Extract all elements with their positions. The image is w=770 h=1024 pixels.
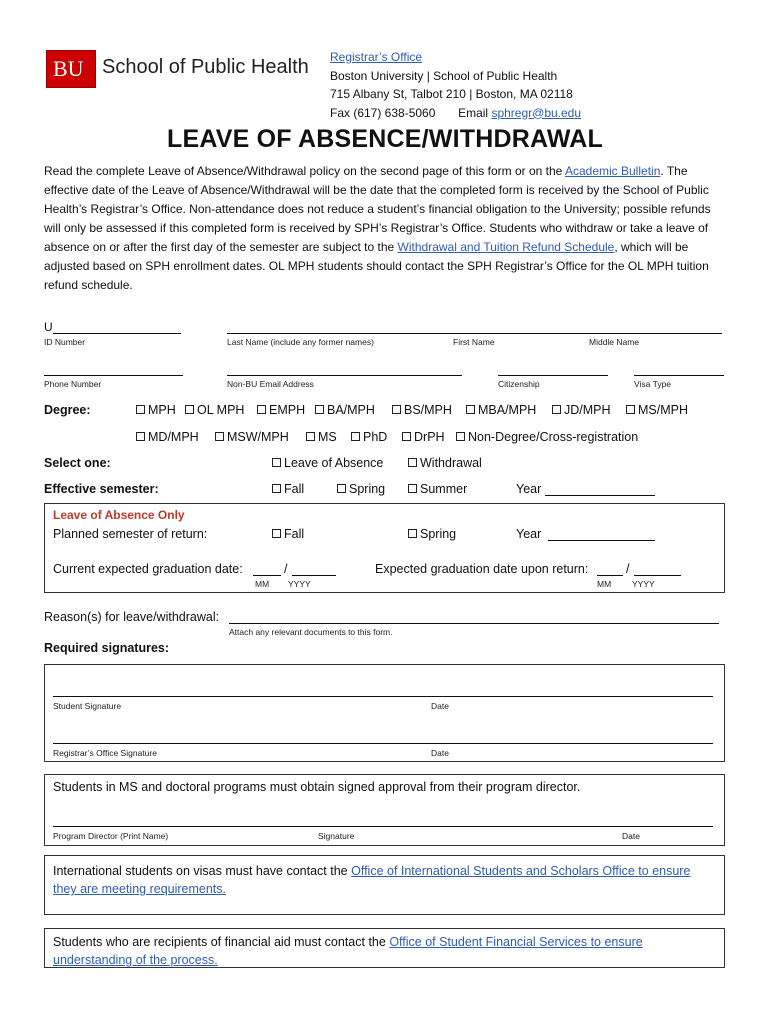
effective-year-field[interactable] xyxy=(545,495,655,496)
degree-option-emph[interactable]: EMPH xyxy=(257,403,305,417)
id-number-field[interactable] xyxy=(53,333,181,334)
current-grad-label: Current expected graduation date: xyxy=(53,562,243,576)
return-year-label: Year xyxy=(516,527,542,541)
degree-option-ol-mph[interactable]: OL MPH xyxy=(185,403,244,417)
email-field[interactable] xyxy=(227,375,462,376)
checkbox-icon xyxy=(392,405,401,414)
registrar-signature-field[interactable] xyxy=(53,743,713,744)
registrar-date-label: Date xyxy=(431,748,449,758)
email-link[interactable]: sphregr@bu.edu xyxy=(491,105,582,120)
option-leave-of-absence[interactable]: Leave of Absence xyxy=(272,456,383,470)
program-director-field[interactable] xyxy=(53,826,713,827)
registrar-signature-label: Registrar’s Office Signature xyxy=(53,748,157,758)
school-name: School of Public Health xyxy=(102,56,309,78)
checkbox-icon xyxy=(408,529,417,538)
checkbox-icon xyxy=(351,432,360,441)
degree-option-ms[interactable]: MS xyxy=(306,430,337,444)
student-signature-field[interactable] xyxy=(53,696,713,697)
checkbox-icon xyxy=(136,405,145,414)
citizenship-label: Citizenship xyxy=(498,379,540,389)
return-year-field[interactable] xyxy=(548,540,655,541)
international-students-text: International students on visas must have contact the Office of International Students and Scholars Office to ensure they are meeting requirements. xyxy=(53,864,691,896)
checkbox-icon xyxy=(626,405,635,414)
degree-option-ms-mph[interactable]: MS/MPH xyxy=(626,403,688,417)
degree-option-non-degree[interactable]: Non-Degree/Cross-registration xyxy=(456,430,638,444)
checkbox-icon xyxy=(456,432,465,441)
checkbox-icon xyxy=(552,405,561,414)
program-signature-label: Signature xyxy=(318,831,355,841)
degree-label: Degree: xyxy=(44,403,91,417)
checkbox-icon xyxy=(408,458,417,467)
checkbox-icon xyxy=(337,484,346,493)
current-grad-month-field[interactable] xyxy=(253,575,281,576)
page-title: LEAVE OF ABSENCE/WITHDRAWAL xyxy=(167,125,603,153)
phone-label: Phone Number xyxy=(44,379,102,389)
financial-services-link[interactable]: Office of Student Financial Services to ensure understanding of the process. xyxy=(53,935,643,967)
degree-option-jd-mph[interactable]: JD/MPH xyxy=(552,403,611,417)
effective-spring[interactable]: Spring xyxy=(337,482,385,496)
current-grad-year-field[interactable] xyxy=(292,575,336,576)
expected-grad-month-field[interactable] xyxy=(597,575,623,576)
effective-summer[interactable]: Summer xyxy=(408,482,467,496)
checkbox-icon xyxy=(408,484,417,493)
degree-option-mba-mph[interactable]: MBA/MPH xyxy=(466,403,536,417)
financial-aid-text: Students who are recipients of financial aid must contact the Office of Student Financial Services to ensure understanding of the process. xyxy=(53,935,643,967)
international-office-link[interactable]: Office of International Students and Scholars Office to ensure they are meeting requirements. xyxy=(53,864,691,896)
email-label: Email xyxy=(458,105,489,120)
option-withdrawal[interactable]: Withdrawal xyxy=(408,456,482,470)
leave-box-heading: Leave of Absence Only xyxy=(53,508,185,522)
expected-grad-year-field[interactable] xyxy=(634,575,681,576)
reasons-note: Attach any relevant documents to this form. xyxy=(229,627,393,637)
degree-option-md-mph[interactable]: MD/MPH xyxy=(136,430,199,444)
address-line-1: Boston University | School of Public Health xyxy=(330,68,558,83)
id-prefix: U xyxy=(44,320,53,334)
checkbox-icon xyxy=(315,405,324,414)
reasons-label: Reason(s) for leave/withdrawal: xyxy=(44,610,220,624)
email-field-label: Non-BU Email Address xyxy=(227,379,314,389)
degree-option-ba-mph[interactable]: BA/MPH xyxy=(315,403,375,417)
id-number-label: ID Number xyxy=(44,337,86,347)
degree-option-msw-mph[interactable]: MSW/MPH xyxy=(215,430,289,444)
checkbox-icon xyxy=(257,405,266,414)
degree-option-drph[interactable]: DrPH xyxy=(402,430,445,444)
checkbox-icon xyxy=(185,405,194,414)
checkbox-icon xyxy=(272,484,281,493)
return-fall[interactable]: Fall xyxy=(272,527,304,541)
checkbox-icon xyxy=(215,432,224,441)
intro-paragraph: Read the complete Leave of Absence/Withdrawal policy on the second page of this form or on the Academic Bulletin. The effective date of the Leave of Absence/Withdrawal will be the date that the completed form is received by the School of Public Health’s Registrar’s Office. Non-attendance does not reduce a student’s financial obligation to the University; possible refunds will only be assessed if this completed form is received by SPH’s Registrar’s Office. Students who withdraw or take a leave of absence on or after the first day of the semester are subject to the Withdrawal and Tuition Refund Schedule, which will be adjusted based on SPH enrollment dates. OL MPH students should contact the SPH Registrar’s Office for the OL MPH tuition refund schedule. xyxy=(44,164,711,292)
effective-semester-label: Effective semester: xyxy=(44,482,159,496)
refund-schedule-link[interactable]: Withdrawal and Tuition Refund Schedule xyxy=(397,240,615,254)
visa-type-label: Visa Type xyxy=(634,379,672,389)
effective-year-label: Year xyxy=(516,482,542,496)
student-date-label: Date xyxy=(431,701,449,711)
first-name-label: First Name xyxy=(453,337,495,347)
address-line-2: 715 Albany St, Talbot 210 | Boston, MA 02118 xyxy=(330,87,573,101)
last-name-label: Last Name (include any former names) xyxy=(227,337,374,347)
reasons-field[interactable] xyxy=(229,623,719,624)
student-signature-label: Student Signature xyxy=(53,701,122,711)
fax-number: Fax (617) 638-5060 xyxy=(330,105,436,120)
checkbox-icon xyxy=(272,529,281,538)
phone-field[interactable] xyxy=(44,375,183,376)
citizenship-field[interactable] xyxy=(498,375,608,376)
registrars-office-link[interactable]: Registrar’s Office xyxy=(330,50,423,64)
checkbox-icon xyxy=(402,432,411,441)
select-one-label: Select one: xyxy=(44,456,111,470)
program-director-label: Program Director (Print Name) xyxy=(53,831,169,841)
name-field[interactable] xyxy=(227,333,722,334)
effective-fall[interactable]: Fall xyxy=(272,482,304,496)
degree-option-mph[interactable]: MPH xyxy=(136,403,176,417)
expected-grad-label: Expected graduation date upon return: xyxy=(375,562,589,576)
bu-badge: BU xyxy=(46,50,96,88)
degree-option-bs-mph[interactable]: BS/MPH xyxy=(392,403,452,417)
program-date-label: Date xyxy=(622,831,640,841)
academic-bulletin-link[interactable]: Academic Bulletin xyxy=(564,164,661,178)
visa-type-field[interactable] xyxy=(634,375,724,376)
degree-option-phd[interactable]: PhD xyxy=(351,430,387,444)
return-spring[interactable]: Spring xyxy=(408,527,456,541)
checkbox-icon xyxy=(272,458,281,467)
program-director-text: Students in MS and doctoral programs must obtain signed approval from their program director. xyxy=(53,780,581,794)
checkbox-icon xyxy=(136,432,145,441)
planned-return-label: Planned semester of return: xyxy=(53,527,208,541)
required-signatures-heading: Required signatures: xyxy=(44,641,170,655)
checkbox-icon xyxy=(466,405,475,414)
middle-name-label: Middle Name xyxy=(589,337,640,347)
checkbox-icon xyxy=(306,432,315,441)
bu-logo xyxy=(46,50,326,90)
